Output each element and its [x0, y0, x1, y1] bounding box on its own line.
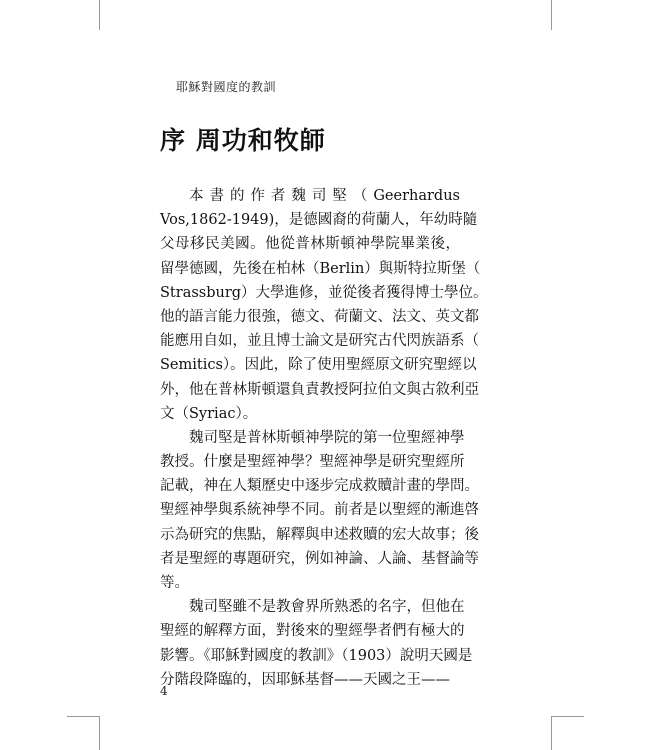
chapter-title: 序 周功和牧師 — [160, 126, 326, 155]
crop-mark-top-left — [99, 0, 100, 30]
text-line: Vos,1862-1949)，是德國裔的荷蘭人，年幼時隨 — [160, 212, 478, 229]
text-line: 魏司堅雖不是教會界所熟悉的名字，但他在 — [189, 599, 465, 616]
text-line: Strassburg）大學進修，並從後者獲得博士學位。 — [160, 284, 488, 301]
text-line: 父母移民美國。他從普林斯頓神學院畢業後， — [160, 236, 460, 253]
text-line: 留學德國，先後在柏林（Berlin）與斯特拉斯堡（ — [160, 260, 481, 277]
text-line: 者是聖經的專題研究，例如神論、人論、基督論等 — [160, 550, 479, 567]
crop-mark-right-side — [551, 716, 584, 717]
crop-mark-bottom-left — [99, 716, 100, 750]
text-line: 魏司堅是普林斯頓神學院的第一位聖經神學 — [189, 429, 465, 446]
text-line: 本書的作者魏司堅（Geerhardus — [189, 188, 460, 204]
crop-mark-top-right — [551, 0, 552, 30]
text-line: Semitics）。因此，除了使用聖經原文研究聖經以 — [160, 357, 477, 374]
running-header: 耶穌對國度的教訓 — [176, 80, 277, 94]
text-line: 能應用自如，並且博士論文是研究古代閃族語系（ — [160, 333, 479, 350]
text-line: 影響。《耶穌對國度的教訓》（1903）說明天國是 — [160, 647, 473, 664]
text-line: 外，他在普林斯頓還負責教授阿拉伯文與古敘利亞 — [160, 381, 479, 398]
text-line: 記載，神在人類歷史中逐步完成救贖計畫的學問。 — [160, 478, 479, 495]
text-line: 示為研究的焦點，解釋與申述救贖的宏大故事；後 — [160, 526, 479, 543]
text-line: 聖經的解釋方面，對後來的聖經學者們有極大的 — [160, 623, 465, 640]
text-line: 他的語言能力很強，德文、荷蘭文、法文、英文都 — [160, 308, 479, 325]
text-line: 分階段降臨的，因耶穌基督——天國之王—— — [160, 671, 450, 688]
text-line: 等。 — [160, 575, 189, 591]
crop-mark-left-side — [67, 716, 100, 717]
text-line: 教授。什麼是聖經神學？聖經神學是研究聖經所 — [160, 454, 465, 471]
body-text — [160, 184, 488, 692]
text-line: 聖經神學與系統神學不同。前者是以聖經的漸進啓 — [160, 502, 479, 519]
text-line: 文（Syriac）。 — [160, 405, 258, 422]
crop-mark-bottom-right — [551, 716, 552, 750]
page-number: 4 — [160, 684, 168, 698]
